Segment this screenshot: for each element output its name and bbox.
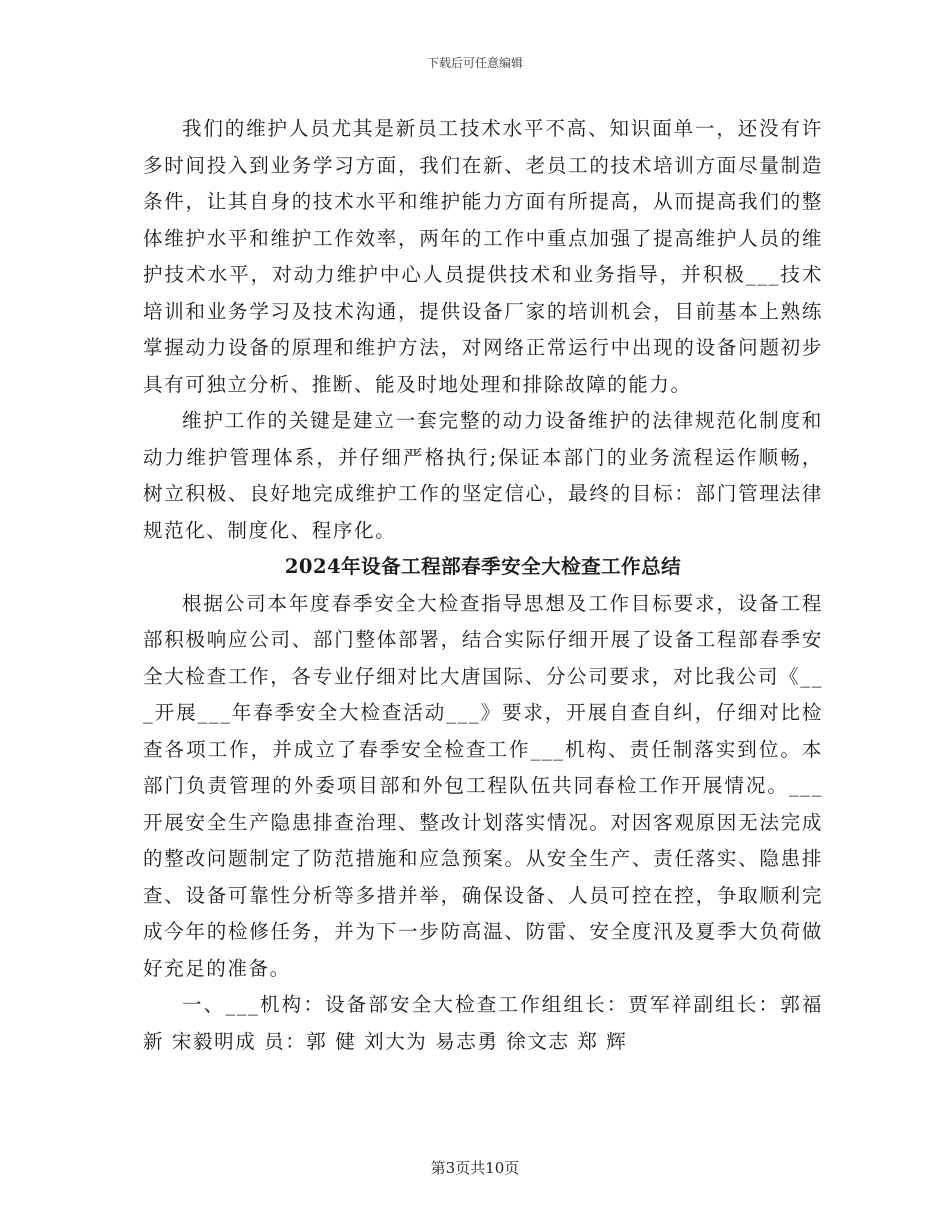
page-number: 第3页共10页 — [430, 1159, 520, 1177]
page-header: 下载后可任意编辑 — [426, 56, 523, 70]
paragraph-maintenance-training: 我们的维护人员尤其是新员工技术水平不高、知识面单一，还没有许多时间投入到业务学习方面，我们在新、老员工的技术培训方面尽量制造条件，让其自身的技术水平和维护能力方面有所提高，从而提高我们的整体维护水平和维护工作效率，两年的工作中重点加强了提高维护人员的维护技术水平，对动力维护中心人员提供技术和业务指导，并积极___技术培训和业务学习及技术沟通，提供设备厂家的培训机会，目前基本上熟练掌握动力设备的原理和维护方法，对网络正常运行中出现的设备问题初步具有可独立分析、推断、能及时地处理和排除故障的能力。 — [143, 117, 823, 396]
section-heading: 2024年设备工程部春季安全大检查工作总结 — [284, 555, 682, 578]
paragraph-organization: 一、___机构：设备部安全大检查工作组组长：贾军祥副组长：郭福新 宋毅明成 员：郭 健 刘大为 易志勇 徐文志 郑 辉 — [143, 993, 823, 1053]
document-body — [143, 111, 823, 1060]
paragraph-maintenance-system: 维护工作的关键是建立一套完整的动力设备维护的法律规范化制度和动力维护管理体系，并仔细严格执行;保证本部门的业务流程运作顺畅，树立积极、良好地完成维护工作的坚定信心，最终的目标：部门管理法律规范化、制度化、程序化。 — [143, 409, 823, 542]
paragraph-spring-inspection: 根据公司本年度春季安全大检查指导思想及工作目标要求，设备工程部积极响应公司、部门整体部署，结合实际仔细开展了设备工程部春季安全大检查工作，各专业仔细对比大唐国际、分公司要求，对比我公司《___开展___年春季安全大检查活动___》要求，开展自查自纠，仔细对比检查各项工作，并成立了春季安全检查工作___机构、责任制落实到位。本部门负责管理的外委项目部和外包工程队伍共同春检工作开展情况。___开展安全生产隐患排查治理、整改计划落实情况。对因客观原因无法完成的整改问题制定了防范措施和应急预案。从安全生产、责任落实、隐患排查、设备可靠性分析等多措并举，确保设备、人员可控在控，争取顺利完成今年的检修任务，并为下一步防高温、防雷、安全度汛及夏季大负荷做好充足的准备。 — [143, 591, 823, 980]
